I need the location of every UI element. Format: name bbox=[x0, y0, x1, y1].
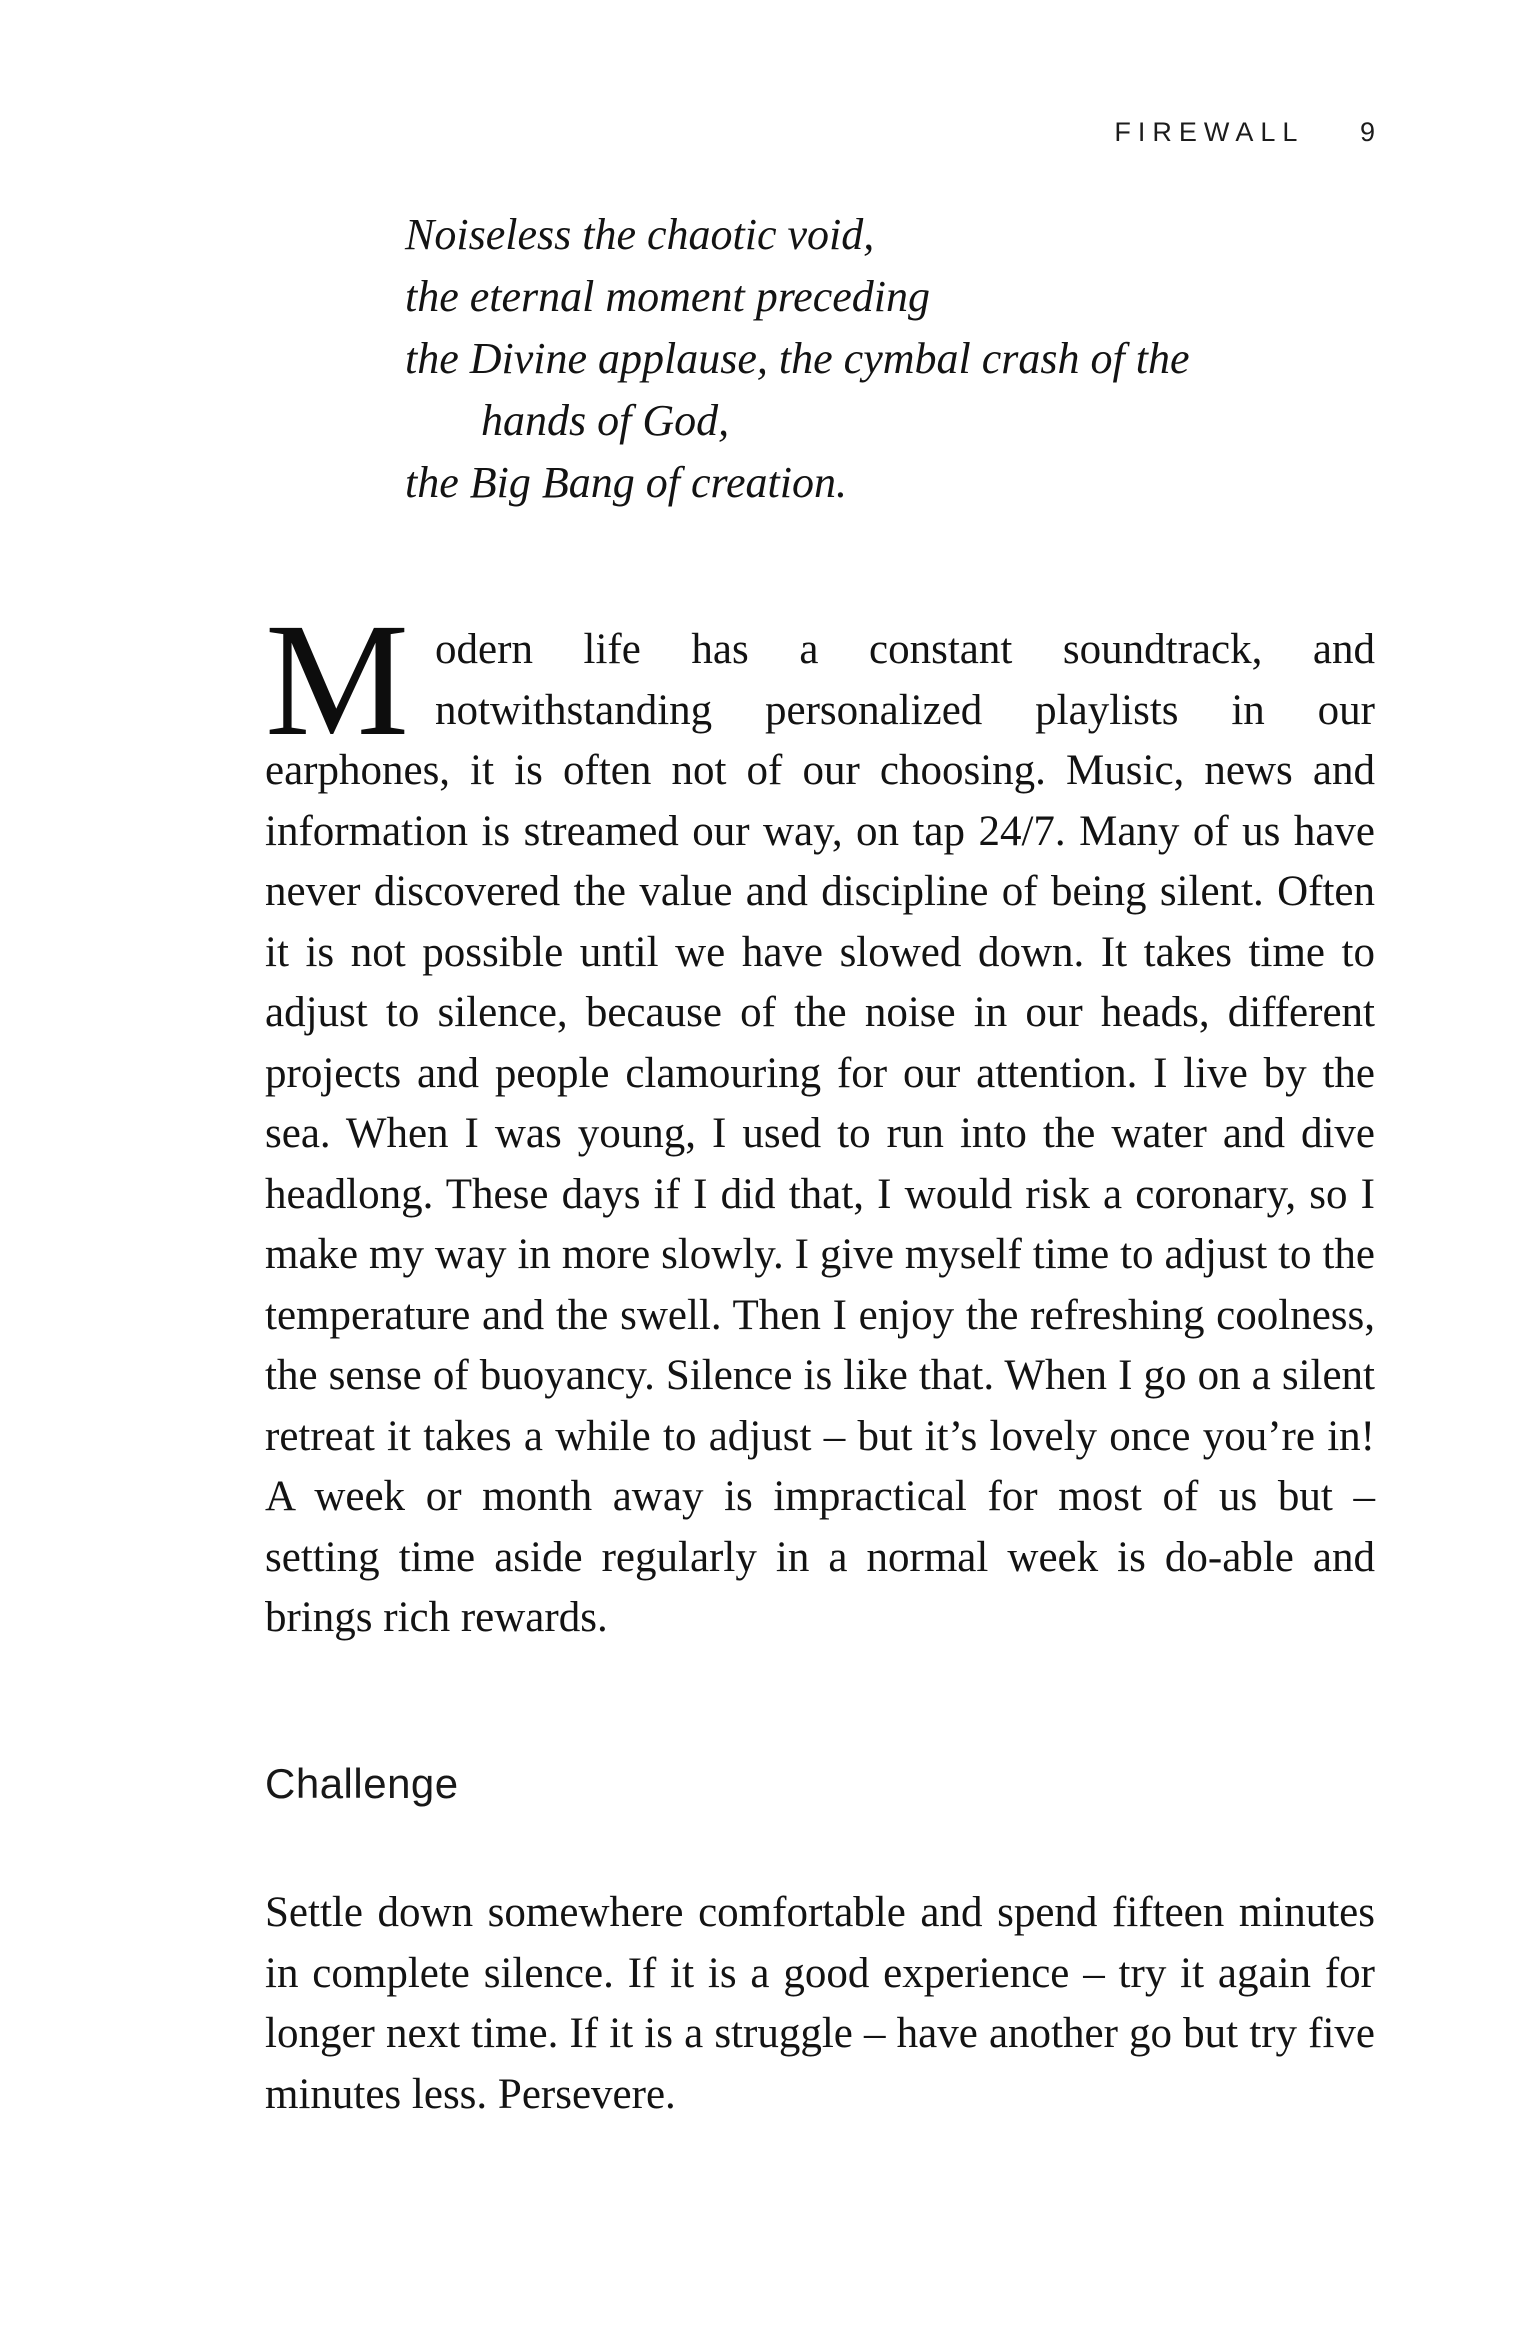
page-number: 9 bbox=[1359, 117, 1375, 147]
drop-cap: M bbox=[265, 591, 410, 770]
poem-line: Noiseless the chaotic void, bbox=[405, 210, 875, 259]
running-header bbox=[265, 117, 1375, 148]
body-paragraph-text: odern life has a constant soundtrack, and notwithstanding personalized playlists in our earphones, it is often not of our choosing. Music, news and information is streamed our way, on tap 24/7. Many of us have never discovered the value and discipline of being silent. Often it is not possible until we have slowed down. It takes time to adjust to silence, because of the noise in our heads, different projects and people clamouring for our attention. I live by the sea. When I was young, I used to run into the water and dive headlong. These days if I did that, I would risk a coronary, so I make my way in more slowly. I give myself time to adjust to the temperature and the swell. Then I enjoy the refreshing coolness, the sense of buoyancy. Silence is like that. When I go on a silent retreat it takes a while to adjust – but it’s lovely once you’re in! A week or month away is impractical for most of us but – setting time aside regularly in a normal week is do-able and brings rich rewards. bbox=[265, 626, 1375, 1641]
poem-line: the eternal moment preceding bbox=[405, 272, 930, 321]
body-paragraph bbox=[265, 591, 1375, 1649]
epigraph-poem bbox=[405, 204, 1189, 514]
poem-line: the Big Bang of creation. bbox=[405, 458, 847, 507]
challenge-paragraph: Settle down somewhere comfortable and spend fifteen minutes in complete silence. If it is a good experience – try it again for longer next time. If it is a struggle – have another go but try five minutes less. Persevere. bbox=[265, 1889, 1375, 2118]
poem-line-indented: hands of God, bbox=[481, 396, 730, 445]
poem-line: the Divine applause, the cymbal crash of the bbox=[405, 334, 1190, 383]
challenge-heading: Challenge bbox=[265, 1760, 459, 1807]
running-header-title: FIREWALL bbox=[1114, 117, 1304, 147]
